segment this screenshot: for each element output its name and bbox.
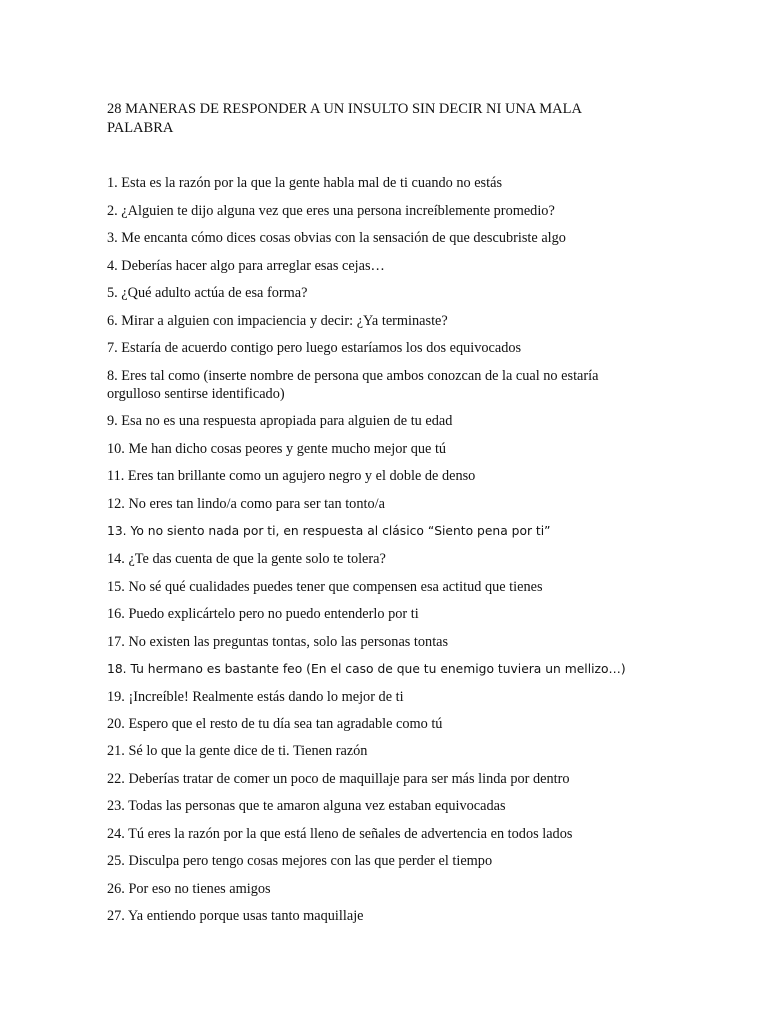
- list-item: 13. Yo no siento nada por ti, en respuesta al clásico “Siento pena por ti”: [107, 524, 551, 538]
- list-item: 5. ¿Qué adulto actúa de esa forma?: [107, 285, 308, 301]
- list-item: 23. Todas las personas que te amaron alguna vez estaban equivocadas: [107, 798, 506, 814]
- document-title: 28 MANERAS DE RESPONDER A UN INSULTO SIN DECIR NI UNA MALA PALABRA: [107, 101, 582, 136]
- list-item: 14. ¿Te das cuenta de que la gente solo te tolera?: [107, 551, 386, 567]
- list-item: 27. Ya entiendo porque usas tanto maquillaje: [107, 908, 364, 924]
- list-item: 20. Espero que el resto de tu día sea tan agradable como tú: [107, 716, 443, 732]
- list-item: 3. Me encanta cómo dices cosas obvias con la sensación de que descubriste algo: [107, 230, 566, 246]
- list-item: 22. Deberías tratar de comer un poco de maquillaje para ser más linda por dentro: [107, 771, 570, 787]
- list-item: 12. No eres tan lindo/a como para ser tan tonto/a: [107, 496, 385, 512]
- list-item: 26. Por eso no tienes amigos: [107, 881, 271, 897]
- list-item: 1. Esta es la razón por la que la gente habla mal de ti cuando no estás: [107, 175, 503, 191]
- list-item: 2. ¿Alguien te dijo alguna vez que eres una persona increíblemente promedio?: [107, 203, 555, 219]
- list-item: 6. Mirar a alguien con impaciencia y decir: ¿Ya terminaste?: [107, 313, 448, 329]
- list-item: 8. Eres tal como (inserte nombre de persona que ambos conozcan de la cual no estaría orgulloso sentirse identificado): [107, 368, 599, 402]
- list-item: 16. Puedo explicártelo pero no puedo entenderlo por ti: [107, 606, 419, 622]
- list-item: 4. Deberías hacer algo para arreglar esas cejas…: [107, 258, 385, 274]
- list-item: 9. Esa no es una respuesta apropiada para alguien de tu edad: [107, 413, 453, 429]
- list-item: 17. No existen las preguntas tontas, solo las personas tontas: [107, 634, 449, 650]
- list-item: 11. Eres tan brillante como un agujero negro y el doble de denso: [107, 468, 476, 484]
- list-item: 18. Tu hermano es bastante feo (En el caso de que tu enemigo tuviera un mellizo…): [107, 662, 626, 676]
- list-item: 24. Tú eres la razón por la que está lleno de señales de advertencia en todos lados: [107, 826, 573, 842]
- list-item: 7. Estaría de acuerdo contigo pero luego estaríamos los dos equivocados: [107, 340, 522, 356]
- list-item: 15. No sé qué cualidades puedes tener que compensen esa actitud que tienes: [107, 579, 543, 595]
- list-item: 19. ¡Increíble! Realmente estás dando lo mejor de ti: [107, 689, 404, 705]
- list-item: 25. Disculpa pero tengo cosas mejores con las que perder el tiempo: [107, 853, 493, 869]
- list-item: 21. Sé lo que la gente dice de ti. Tienen razón: [107, 743, 368, 759]
- list-item: 10. Me han dicho cosas peores y gente mucho mejor que tú: [107, 441, 447, 457]
